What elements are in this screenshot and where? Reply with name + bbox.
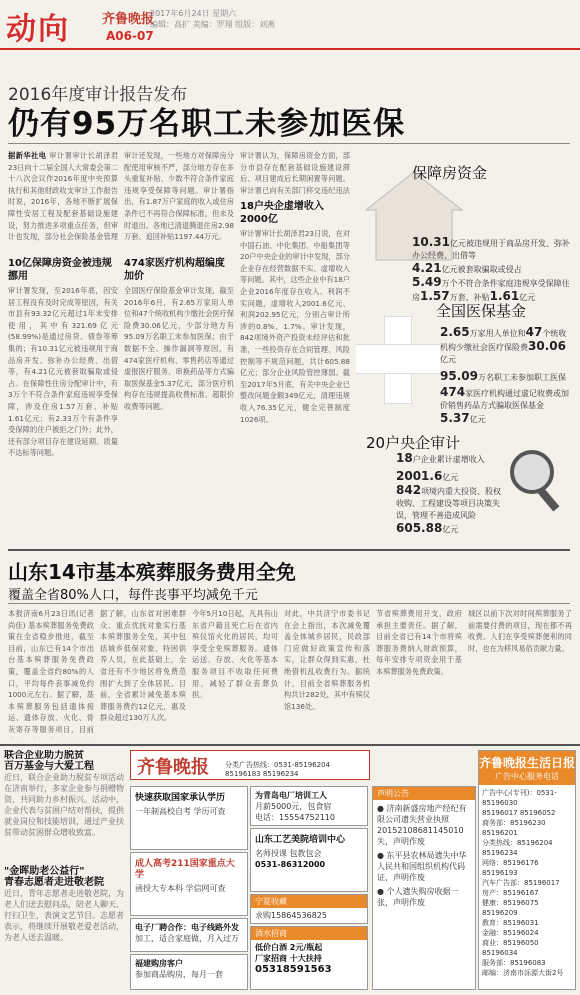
story-column: 审计署认为，保障房资金方面，部分市县存在配套基础设施建设滞后、项目建成后长期闲置等问题。审计署已向有关部门移交违纪违法 [240,151,350,194]
story2-headline: 山东14市基本殡葬服务费用全免 [8,560,296,584]
story-column: 全国医疗保险基金审计发现，截至2016年6月，有2.65万家用人单位和47个统收机构少缴社会医疗保险费30.06亿元，少部分地方有95.09万名职工未参加医保；由于数据不全、操作漏洞等原因，有474家医疗机构、零售药店等通过虚报医疗服务、串换药品等方式骗取医保基金5.37亿元，部分医疗机构存在违规提高收费标准、超限价收费等问题。 [124,286,234,411]
byline: 据新华社电 [8,151,47,160]
classified-ad: 山东工艺美院培训中心 名师授课 包教包会 0531-86312000 [250,828,368,892]
infographic [356,150,572,535]
story-column: 今年5月10日起，凡具有山东省户籍且死亡后在省内殡仪馆火化的居民，均可享受全免殡葬服务。遗体运送、存放、火化等基本服务项目不收取任何费用，减轻了群众丧葬负担。 [192,609,278,700]
header-divider [0,48,580,50]
story-column: 审计署审计长胡泽君23日说，在对中国石油、中化集团、中船集团等20户中央企业的审计中发现，部分企业存在经营数据不实、虚增收入等问题。其中，这些企业中有18户企业2016年度存在收入、利润不实问题，虚增收入2001.6亿元、利润202.95亿元，分别占审计所涉的0.8%、1.7%。审计发现，842项境外资产投资未经评估和批准，一些投资存在合同管理、风险控制等不规范问题，共计605.88亿元；部分企业风险管控薄弱。截至2017年5月底，有关中央企业已整改问题金额349亿元，清理违规收入76.35亿元，健全完善制度1026项。 [240,229,350,424]
medical-item: 95.09万名职工未参加职工医保 [440,369,566,383]
ad-title: "金晖助老公益行" [4,866,85,877]
medical-cross-bar [356,344,440,374]
story-headline: 仍有95万名职工未参加医保 [8,106,406,142]
service-lines: 广告中心(专刊)：0531-85196030 85196017 85196052 商务部：85196230 85196201 分类热线：85196204 85196234 网络：85196176 85196193 汽车广告部：85196017 房产：85196167 健康：85196075 85196209 教育：85196031 金融：85196024 商业：85196050 85196034 服务部：85196083 邮编：济南市泺源大街2号 [482,789,564,977]
subheading: 10亿保障房资金被违规挪用 [8,258,112,282]
classified-hotline: 分类广告热线：0531-85196204 85196183 85196234 [225,761,330,778]
issue-date: 2017年6月24日 星期六 [150,9,237,18]
service-header: 齐鲁晚报生活日报 广告中心服务电话 [479,751,575,785]
ad-left [4,750,126,988]
story-column: 审计署发现，至2016年底，因安居工程没有及时完成等原因，有关市县有93.32亿元超过1年未安排使用，其中有321.69亿元(58.99%)是通过房贷、债券等筹集的；有10.31亿元被违规用于商品房开发、弥补办公经费、出借等，有4.21亿元被套取骗取或侵占。在保障性住房分配审计中，有3万个不符合条件家庭违规享受保障，涉及住房1.57万套、补贴1.61亿元；有2.33万个有条件享受保障的住户被拒之门外；此外，还有部分项目存在建设延期、质量不达标等问题。 [8,286,118,458]
ad-title: 联合企业助力脱贫 [4,750,84,761]
fund-item: 4.21亿元被套取骗取或侵占 [412,261,522,275]
magnifier-icon [506,446,566,516]
ad-text: 近日，联合企业助力脱贫专项活动在济南举行，多家企业参与捐赠物资，共同助力乡村振兴。活动中，企业代表与贫困户结对帮扶，提供就业岗位和技能培训，通过产业扶贫带动贫困群众增收致富。 [4,773,124,837]
service-box [478,750,576,990]
headline-divider [8,143,570,144]
editor-credits: 编辑：高扩 美编：罗翔 组版：刘燕 [150,20,276,29]
medical-item: 2.65万家用人单位和47个统收机构少缴社会医疗保险费30.06亿元 [440,325,567,364]
ad-sub: 青春志愿者走进敬老院 [4,877,104,888]
story2-subhead: 覆盖全省80%人口，每件丧事平均减免千元 [8,588,258,603]
classified-ad: 电子厂聘合作：电子线路外发 加工，适合家庭做，月入过万 [130,918,248,952]
page-number: A06-07 [106,29,154,43]
soe-item: 2001.6亿元 [396,469,459,483]
story-column: 本报济南6月23日讯(记者 尚佳) 基本殡葬服务免费政策在全省稳步推进，截至目前，山东已有14个市出台基本殡葬服务免费政策，覆盖全省约80%的人口，平均每件丧事减免约1000元左右。据了解，基本殡葬服务包括遗体接运、遗体存放、火化、骨灰寄存等服务项目，目前 [8,609,94,734]
page-header [0,0,580,48]
fund-title: 保障房资金 [412,164,488,182]
section-divider [8,549,570,551]
subheading: 18户央企虚增收入2000亿 [240,201,324,225]
ad-text: 近日，青年志愿者走进敬老院，为老人们送去慰问品，陪老人聊天、打扫卫生，表演文艺节目。志愿者表示，将继续开展敬老爱老活动，为老人送去温暖。 [4,889,124,942]
story-column: 节省殡葬费用开支，政府承担主要责任。据了解，目前全省已有14个市将殡葬服务费纳入财政预算，每年安排专项资金用于基本殡葬服务免费政策。 [376,609,462,676]
newspaper-logo: 齐鲁晚报 [102,12,155,27]
classified-ad: 成人高考211国家重点大学 函授大专本科 学信网可查 [130,852,248,916]
classified-logo: 齐鲁晚报 [137,757,209,778]
ads-divider [0,744,580,746]
fund-item: 10.31亿元被违规用于商品房开发、弥补办公经费、出借等 [412,235,570,260]
story-kicker: 2016年度审计报告发布 [8,85,188,105]
soe-item: 18户企业累计虚增收入 [396,451,485,465]
section-title: 动向 [6,12,70,47]
story-column: 审计还发现，一些地方对保障房分配使用审核不严，部分地方存在多头重复补贴、少数不符合条件家庭违规享受保障等问题。审计署指出，有1.87万户家庭的收入或住房条件已不再符合保障标准，但未及时退出。各地已清退腾退住房2.98万套、追回补贴1197.44万元。 [124,151,234,242]
classified-ad: 快速获取国家承认学历 一年制高校自考 学历可查 [130,786,248,850]
classified-ad: 福建购房客户 参加商品购房，每月一套 [130,954,248,990]
soe-title: 20户央企审计 [366,434,461,452]
medical-item: 474家医疗机构通过虚记收费或加价销售药品方式骗取医保基金5.37亿元 [440,385,570,425]
story-column: 城区以前下次对时间殡葬服务了前需要付费的项目，现在都不再收费。人们在享受殡葬便利的同时，也在为移风易俗贡献力量。 [468,609,572,653]
story-column: 据新华社电 审计署审计长胡泽君23日向十二届全国人大常委会第二十八次会议作2016年度中央预算执行和其他财政收支审计工作报告时说，2016年，各地不断扩展保障性安居工程及配套基础设施建设，努力推进多项重点任务，但审计也发现，部分社会保险基金管理 [8,151,118,242]
soe-item: 842项境内重大投资、股权收购、工程建设等项目决策失误，管理不善造成风险605.88亿元 [396,483,502,535]
medical-title: 全国医保基金 [436,302,527,320]
subhead-divider [8,603,570,604]
classified-ad: 为青岛电厂培训工人 月薪5000元，包食宿 电话：15554752110 [250,786,368,826]
classified-banner [130,750,370,780]
fund-item: 5.49万个不符合条件家庭违规享受保障住房1.57万套、补贴1.61亿元 [412,275,570,303]
classified-ad: 宁夏收藏 求购15864536825 [250,894,368,924]
story-column: 据了解，山东省对困难群众、重点优抚对象实行基本殡葬服务全免，其中包括城乡低保对象、特困供养人员，在此基础上，全省还有不少地区将免费范围扩大到了全体居民。目前，全省累计减免基本殡葬服务费约12亿元，惠及群众超过130万人次。 [100,609,186,723]
ad-sub: 百万基金与大爱工程 [4,761,94,772]
story-column: 对此，中共济宁市委书记在会上指出，本次减免覆盖全体城乡居民，民政部门应做好政策宣传和落实，让群众得到实惠，杜绝借机乱收费行为。据统计，目前全省殡葬服务机构共计282处，其中有殡仪馆136处。 [284,609,370,711]
classified-ad: 酒水招商 低价白酒 2元/瓶起 厂家招商 十大扶持 05318591563 [250,926,368,990]
subheading: 474家医疗机构超编度加价 [124,258,225,282]
notice-box: 声明公告 ● 济南新盛房地产经纪有限公司遗失营业执照 20152108681145010失，声明作废 ● 东平县农林局遗失中华人民共和国组织机构代码证，声明作废 ● 个人遗失购房收据一张，声明作废 [372,786,476,990]
